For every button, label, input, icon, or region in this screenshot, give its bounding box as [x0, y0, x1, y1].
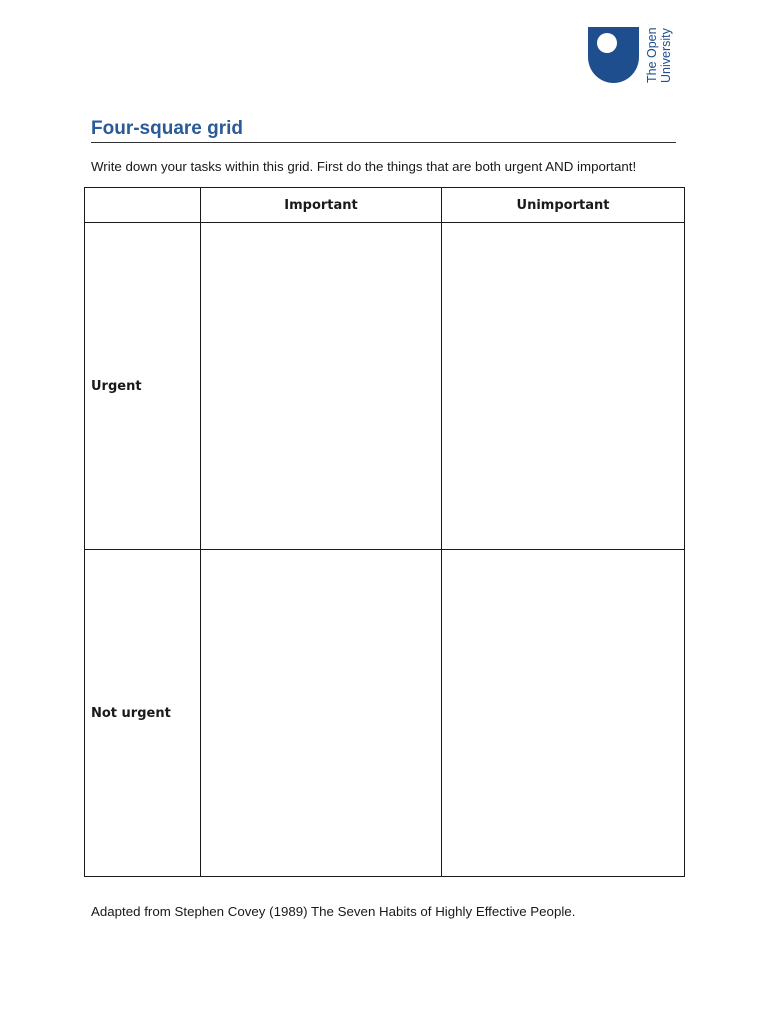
cell-urgent-unimportant[interactable]	[442, 223, 685, 550]
logo-text-line2: University	[659, 28, 673, 83]
instruction-text: Write down your tasks within this grid. First do the things that are both urgent AND important!	[91, 159, 637, 174]
row-label-not-urgent: Not urgent	[85, 550, 201, 877]
logo-text-line1: The Open	[645, 27, 659, 83]
cell-urgent-important[interactable]	[201, 223, 442, 550]
grid-row-urgent	[85, 223, 685, 550]
cell-not-urgent-unimportant[interactable]	[442, 550, 685, 877]
row-label-urgent: Urgent	[85, 223, 201, 550]
open-university-shield-icon	[588, 27, 639, 83]
grid-header-row	[85, 188, 685, 223]
four-square-grid	[84, 187, 685, 877]
page-title: Four-square grid	[91, 118, 244, 139]
grid-row-not-urgent	[85, 550, 685, 877]
attribution-footer: Adapted from Stephen Covey (1989) The Seven Habits of Highly Effective People.	[91, 904, 576, 919]
grid-corner-cell	[85, 188, 201, 223]
open-university-logo	[588, 27, 673, 83]
column-header-unimportant: Unimportant	[442, 188, 685, 223]
logo-wordmark	[645, 27, 673, 83]
title-divider	[91, 142, 676, 143]
column-header-important: Important	[201, 188, 442, 223]
cell-not-urgent-important[interactable]	[201, 550, 442, 877]
